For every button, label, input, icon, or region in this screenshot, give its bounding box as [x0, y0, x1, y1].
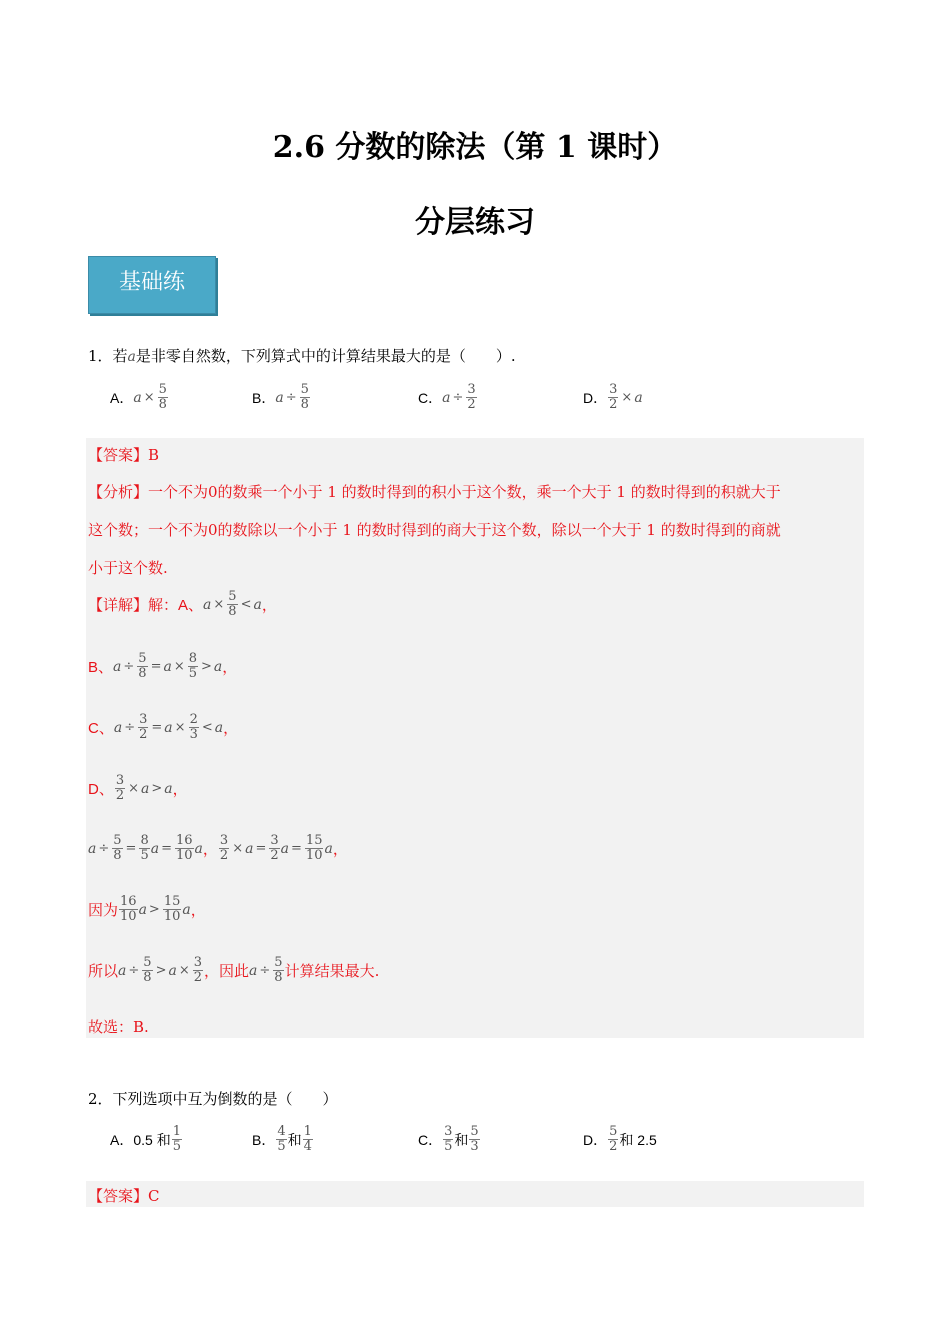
q1-option-c[interactable]: C． a ÷ $\frac{3}{2}$ [418, 382, 476, 412]
q1-option-d[interactable]: D． $\frac{3}{2}$ × a [583, 382, 643, 412]
section-tag: 基础练 [88, 256, 216, 314]
q1-choose: 故选：B. [88, 1018, 149, 1036]
q2-answer: 【答案】C [88, 1187, 160, 1205]
q1-detail-c: C、 a ÷ $\frac{3}{2}$ = a × $\frac{2}{3}$ < a ， [88, 712, 239, 742]
q2-option-c[interactable]: C． $\frac{3}{5}$ 和 $\frac{5}{3}$ [418, 1124, 479, 1154]
q1-detail-compute: a ÷ $\frac{5}{8}$ = $\frac{8}{5}$ a = $\frac{16}{10}$ a ， $\frac{3}{2}$ × a = $\frac{3}{2}$ a = $\frac{15}{10}$ a ， [88, 833, 348, 863]
q1-option-b[interactable]: B． a ÷ $\frac{5}{8}$ [252, 382, 309, 412]
q2-option-b[interactable]: B． $\frac{4}{5}$ 和 $\frac{1}{4}$ [252, 1124, 312, 1154]
q1-detail-a: 【详解】 解：A、 a × $\frac{5}{8}$ < a ， [88, 589, 277, 619]
page-title: 2.6 分数的除法（第 1 课时） [272, 130, 678, 165]
q1-answer: 【答案】B [88, 446, 160, 464]
q2-option-a[interactable]: A．0.5 和 $\frac{1}{5}$ [110, 1124, 181, 1154]
q1-detail-b: B、 a ÷ $\frac{5}{8}$ = a × $\frac{8}{5}$ > a ， [88, 651, 238, 681]
q1-option-a[interactable]: A． a × $\frac{5}{8}$ [110, 382, 167, 412]
q1-detail-so: 所以 a ÷ $\frac{5}{8}$ > a × $\frac{3}{2}$ ，因此 a ÷ $\frac{5}{8}$ 计算结果最大. [88, 955, 380, 985]
q1-detail-because: 因为 $\frac{16}{10}$ a > $\frac{15}{10}$ a ， [88, 894, 206, 924]
q2-option-d[interactable]: D． $\frac{5}{2}$ 和 2.5 [583, 1124, 657, 1154]
q1-detail-d: D、 $\frac{3}{2}$ × a > a ， [88, 773, 188, 803]
question-1-stem: 1．若a是非零自然数，下列算式中的计算结果最大的是（ ）. [88, 347, 516, 365]
question-2-stem: 2．下列选项中互为倒数的是（ ） [88, 1090, 338, 1108]
q1-analysis-line1: 【分析】 一个不为0的数乘一个小于 1 的数时得到的积小于这个数，乘一个大于 1 的数时得到的积就大于 [88, 483, 781, 501]
q1-analysis-line3: 小于这个数. [88, 559, 168, 577]
q1-analysis-line2: 这个数；一个不为0的数除以一个小于 1 的数时得到的商大于这个数，除以一个大于 1 的数时得到的商就 [88, 521, 781, 539]
page-subtitle: 分层练习 [415, 205, 535, 240]
answer-box-2 [86, 1181, 864, 1207]
